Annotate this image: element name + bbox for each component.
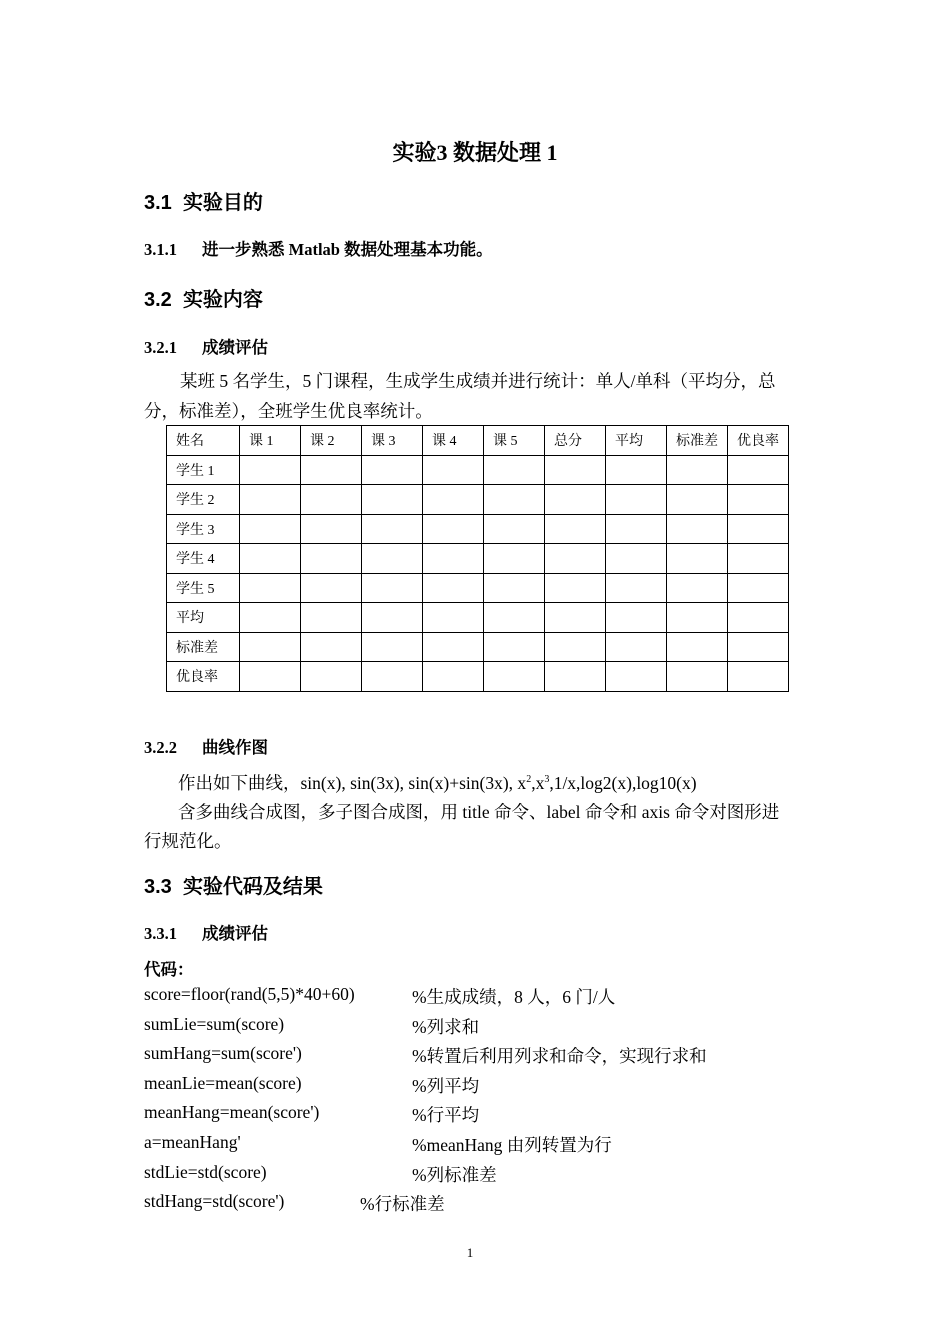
table-cell <box>606 662 667 692</box>
table-cell <box>667 485 728 515</box>
paragraph-line: 含多曲线合成图，多子图合成图，用 title 命令、label 命令和 axis 命令对图形进 <box>178 802 780 822</box>
table-header-cell: 总分 <box>545 426 606 456</box>
table-cell <box>728 603 789 633</box>
section-number: 3.1 <box>144 192 172 214</box>
section-number: 3.2.1 <box>144 338 177 357</box>
row-label: 平均 <box>167 603 240 633</box>
table-cell <box>606 573 667 603</box>
table-cell <box>728 455 789 485</box>
code-comment: %meanHang 由列转置为行 <box>412 1135 612 1155</box>
row-label: 标准差 <box>167 632 240 662</box>
table-cell <box>423 514 484 544</box>
row-label: 学生 4 <box>167 544 240 574</box>
table-cell <box>667 662 728 692</box>
table-cell <box>545 485 606 515</box>
table-cell <box>240 662 301 692</box>
table-cell <box>606 632 667 662</box>
code-comment: %列标准差 <box>412 1164 497 1185</box>
code-line: stdHang=std(score') <box>144 1191 285 1212</box>
code-line: stdLie=std(score) <box>144 1161 267 1182</box>
table-header-cell: 课 5 <box>484 426 545 456</box>
section-3-1-1-heading <box>144 236 493 260</box>
superscript: 2 <box>526 774 532 786</box>
table-cell <box>301 544 362 574</box>
code-line: a=meanHang' <box>144 1132 241 1152</box>
table-cell <box>240 455 301 485</box>
table-cell <box>484 603 545 633</box>
table-cell <box>362 455 423 485</box>
page-number: 1 <box>466 1245 474 1260</box>
table-cell <box>362 514 423 544</box>
table-cell <box>728 485 789 515</box>
section-number: 3.3.1 <box>144 924 177 943</box>
table-cell <box>240 485 301 515</box>
table-cell <box>667 603 728 633</box>
table-cell <box>301 455 362 485</box>
code-line: meanLie=mean(score) <box>144 1072 302 1093</box>
table-row <box>167 455 789 485</box>
table-cell <box>606 544 667 574</box>
table-cell <box>667 632 728 662</box>
table-cell <box>301 603 362 633</box>
code-comment: %列平均 <box>412 1075 480 1096</box>
table-cell <box>484 632 545 662</box>
table-cell <box>301 662 362 692</box>
superscript: 3 <box>544 774 550 786</box>
table-cell <box>240 603 301 633</box>
table-cell <box>545 544 606 574</box>
table-cell <box>362 573 423 603</box>
text: 作出如下曲线，sin(x), sin(3x), sin(x)+sin(3x), x <box>178 773 527 793</box>
section-3-2-heading <box>144 283 263 312</box>
table-cell <box>728 544 789 574</box>
table-cell <box>728 632 789 662</box>
section-number: 3.3 <box>144 876 172 898</box>
code-comment: %行标准差 <box>360 1194 445 1215</box>
table-row <box>167 485 789 515</box>
table-cell <box>301 514 362 544</box>
code-comment: %列求和 <box>412 1016 480 1037</box>
code-line: score=floor(rand(5,5)*40+60) <box>144 984 355 1004</box>
code-comment: %行平均 <box>412 1105 480 1126</box>
table-header-cell: 标准差 <box>667 426 728 456</box>
table-cell <box>606 603 667 633</box>
table-cell <box>606 485 667 515</box>
table-header-cell: 课 2 <box>301 426 362 456</box>
table-cell <box>667 455 728 485</box>
row-label: 学生 3 <box>167 514 240 544</box>
table-cell <box>362 662 423 692</box>
paragraph-line <box>178 770 697 795</box>
score-table <box>166 425 789 692</box>
row-label: 学生 1 <box>167 455 240 485</box>
code-label: 代码： <box>144 960 194 979</box>
paragraph-line: 某班 5 名学生，5 门课程，生成学生成绩并进行统计：单人/单科（平均分，总 <box>180 371 776 391</box>
table-cell <box>362 485 423 515</box>
code-comment: %转置后利用列求和命令，实现行求和 <box>412 1046 707 1067</box>
table-cell <box>240 632 301 662</box>
table-cell <box>545 514 606 544</box>
table-row <box>167 632 789 662</box>
table-row <box>167 662 789 692</box>
table-cell <box>423 573 484 603</box>
table-cell <box>667 544 728 574</box>
table-cell <box>484 514 545 544</box>
section-3-2-2-heading <box>144 734 268 758</box>
section-title: 成绩评估 <box>202 924 268 943</box>
table-cell <box>728 573 789 603</box>
row-label: 优良率 <box>167 662 240 692</box>
row-label: 学生 5 <box>167 573 240 603</box>
text: ,1/x,log2(x),log10(x) <box>549 773 697 793</box>
paragraph-line: 行规范化。 <box>144 831 232 851</box>
table-header-cell: 课 1 <box>240 426 301 456</box>
code-comment: %生成成绩，8 人，6 门/人 <box>412 987 616 1007</box>
table-cell <box>667 514 728 544</box>
section-title: 实验内容 <box>182 289 263 311</box>
table-cell <box>301 632 362 662</box>
section-number: 3.1.1 <box>144 240 177 259</box>
code-line: sumHang=sum(score') <box>144 1043 302 1064</box>
table-header-cell: 优良率 <box>728 426 789 456</box>
code-line: sumLie=sum(score) <box>144 1013 285 1034</box>
table-cell <box>423 455 484 485</box>
table-cell <box>484 455 545 485</box>
table-cell <box>545 603 606 633</box>
table-cell <box>484 662 545 692</box>
table-cell <box>423 485 484 515</box>
table-header-cell: 课 3 <box>362 426 423 456</box>
row-label: 学生 2 <box>167 485 240 515</box>
table-header-row <box>167 426 789 456</box>
section-title: 成绩评估 <box>202 338 268 357</box>
table-cell <box>301 485 362 515</box>
section-3-1-heading <box>144 186 263 215</box>
table-cell <box>301 573 362 603</box>
table-cell <box>545 573 606 603</box>
table-cell <box>240 573 301 603</box>
table-cell <box>545 632 606 662</box>
table-cell <box>484 573 545 603</box>
section-title: 实验目的 <box>182 192 263 214</box>
document-title: 实验3 数据处理 1 <box>392 140 558 165</box>
table-cell <box>423 603 484 633</box>
section-3-3-1-heading <box>144 920 268 944</box>
table-cell <box>362 603 423 633</box>
table-header-cell: 姓名 <box>167 426 240 456</box>
table-row <box>167 514 789 544</box>
table-cell <box>362 632 423 662</box>
table-cell <box>423 662 484 692</box>
section-title: 曲线作图 <box>202 738 268 757</box>
text: ,x <box>531 773 545 793</box>
table-cell <box>484 544 545 574</box>
section-number: 3.2.2 <box>144 738 177 757</box>
section-3-3-heading <box>144 870 323 899</box>
table-cell <box>545 455 606 485</box>
table-cell <box>667 573 728 603</box>
table-cell <box>362 544 423 574</box>
paragraph-line: 分，标准差），全班学生优良率统计。 <box>144 401 433 421</box>
table-cell <box>423 544 484 574</box>
code-line: meanHang=mean(score') <box>144 1102 320 1123</box>
table-cell <box>240 514 301 544</box>
table-cell <box>545 662 606 692</box>
table-cell <box>484 485 545 515</box>
table-row <box>167 603 789 633</box>
table-header-cell: 平均 <box>606 426 667 456</box>
table-cell <box>728 514 789 544</box>
table-header-cell: 课 4 <box>423 426 484 456</box>
section-number: 3.2 <box>144 289 172 311</box>
table-row <box>167 544 789 574</box>
section-3-2-1-heading <box>144 334 268 358</box>
table-cell <box>423 632 484 662</box>
section-title: 进一步熟悉 Matlab 数据处理基本功能。 <box>202 240 493 259</box>
table-cell <box>606 514 667 544</box>
table-cell <box>728 662 789 692</box>
section-title: 实验代码及结果 <box>182 876 323 898</box>
table-cell <box>240 544 301 574</box>
table-cell <box>606 455 667 485</box>
table-row <box>167 573 789 603</box>
